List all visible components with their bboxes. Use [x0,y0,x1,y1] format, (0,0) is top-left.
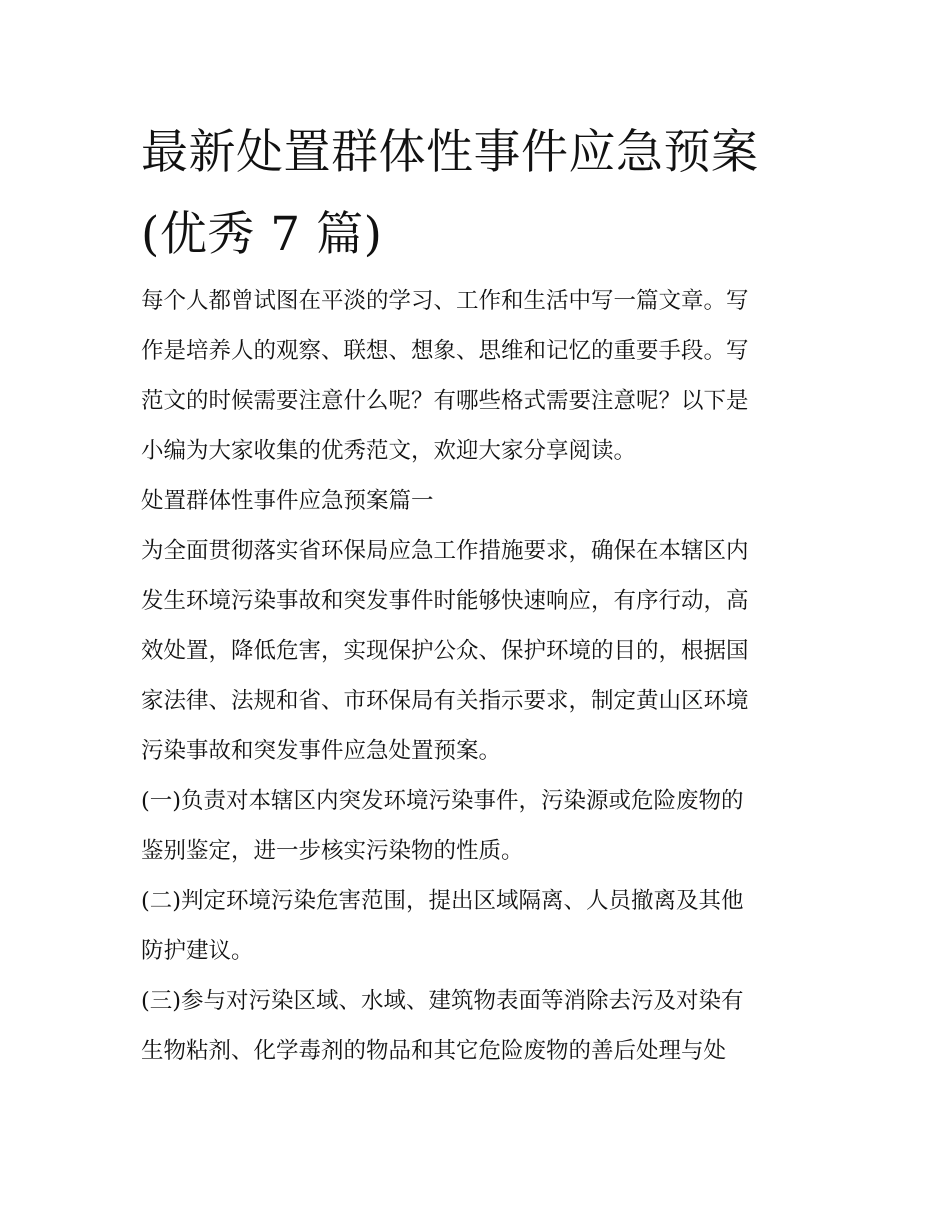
paragraph-line: 发生环境污染事故和突发事件时能够快速响应，有序行动，高 [141,588,749,614]
list-item-line: (三)参与对污染区域、水域、建筑物表面等消除去污及对染有 [141,988,744,1014]
paragraph-line: 为全面贯彻落实省环保局应急工作措施要求，确保在本辖区内 [141,538,749,564]
paragraph-line: 污染事故和突发事件应急处置预案。 [141,738,502,764]
list-item-line: 生物粘剂、化学毒剂的物品和其它危险废物的善后处理与处 [141,1038,727,1064]
intro-line: 小编为大家收集的优秀范文，欢迎大家分享阅读。 [141,438,637,464]
list-item-line: 防护建议。 [141,938,254,964]
intro-line: 范文的时候需要注意什么呢？有哪些格式需要注意呢？以下是 [141,388,749,414]
title-line: 最新处置群体性事件应急预案 [141,125,759,180]
section-heading: 处置群体性事件应急预案篇一 [141,488,434,514]
title-line: (优秀 7 篇) [141,207,383,262]
document-body [141,276,821,1076]
paragraph-line: 家法律、法规和省、市环保局有关指示要求，制定黄山区环境 [141,688,749,714]
document-title [141,112,821,276]
intro-line: 作是培养人的观察、联想、想象、思维和记忆的重要手段。写 [141,338,749,364]
list-item-line: (二)判定环境污染危害范围，提出区域隔离、人员撤离及其他 [141,888,744,914]
paragraph-line: 效处置，降低危害，实现保护公众、保护环境的目的，根据国 [141,638,749,664]
intro-line: 每个人都曾试图在平淡的学习、工作和生活中写一篇文章。写 [141,288,749,314]
list-item-line: 鉴别鉴定，进一步核实污染物的性质。 [141,838,524,864]
list-item-line: (一)负责对本辖区内突发环境污染事件，污染源或危险废物的 [141,788,744,814]
